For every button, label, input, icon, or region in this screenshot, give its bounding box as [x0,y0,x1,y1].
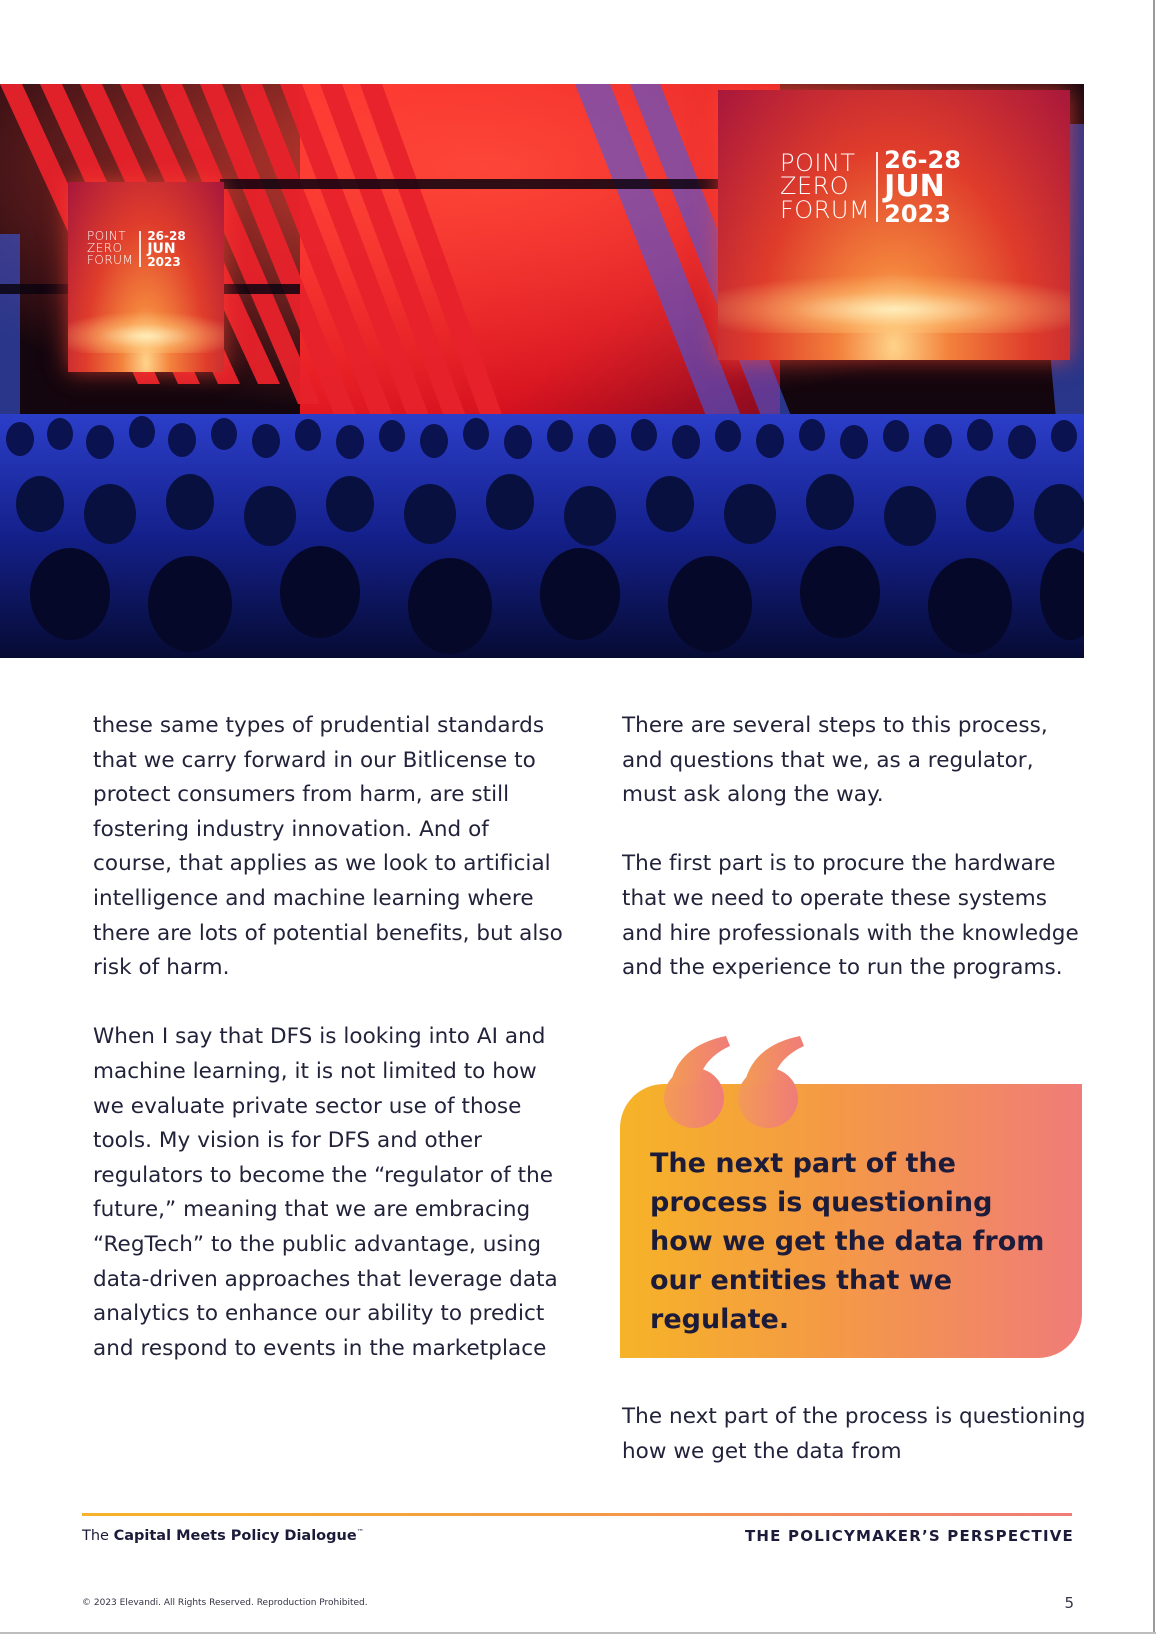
dates-month: JUN [884,169,945,204]
globe-icon [82,230,224,372]
right-paragraph-2: The first part is to procure the hardware that we need to operate these systems and hire professionals with the knowledge and the experience to run the programs. [622,851,1079,981]
right-column [622,709,1092,1020]
left-paragraph-1: these same types of prudential standards that we carry forward in our Bitlicense to protect consumers from harm, are still fostering industry innovation. And of course, that applies as we look to artificial intelligence and machine learning where there are lots of potential benefits, but also risk of harm. [93,713,563,981]
pull-quote-text: The next part of the process is questioning how we get the data from our entities that we regulate. [650,1148,1045,1335]
event-logo [770,148,961,226]
page-number: 5 [1064,1594,1074,1612]
brand-point: POINT [780,148,856,177]
brand-zero: ZERO [87,241,123,256]
quote-marks-icon [656,1036,806,1128]
page-edge [1153,0,1155,1634]
left-column [93,709,563,1401]
right-column-continuation [622,1400,1092,1504]
brand-zero: ZERO [780,172,850,201]
brand-forum: FORUM [87,252,134,267]
right-paragraph-3: The next part of the process is questioning how we get the data from [622,1404,1086,1464]
brand-forum: FORUM [780,195,871,224]
section-title: THE POLICYMAKER’S PERSPECTIVE [745,1527,1074,1545]
left-paragraph-2: When I say that DFS is looking into AI and machine learning, it is not limited to how we evaluate private sector use of those tools. My vision is for DFS and other regulators to become the “regulator of the future,” meaning that we are embracing “RegTech” to the public advantage, using data-driven approaches that leverage data analytics to enhance our ability to predict and respond to events in the marketplace [93,1024,558,1361]
dates-month: JUN [147,241,176,257]
dates-year: 2023 [147,255,181,269]
dates-days: 26-28 [884,146,961,174]
globe-icon [770,148,1070,360]
publication-name: Capital Meets Policy Dialogue [113,1528,357,1544]
right-event-screen [718,90,1070,360]
publication-prefix: The [82,1528,109,1544]
trademark-mark: ™ [356,1528,364,1536]
right-paragraph-1: There are several steps to this process, and questions that we, as a regulator, must ask along the way. [622,713,1048,808]
left-event-screen [68,182,224,372]
dates-days: 26-28 [147,229,186,243]
copyright-notice: © 2023 Elevandi. All Rights Reserved. Reproduction Prohibited. [82,1598,368,1608]
footer-divider [82,1513,1072,1516]
hero-photo [0,84,1084,658]
brand-point: POINT [87,229,127,244]
event-logo [82,230,186,268]
dates-year: 2023 [884,200,951,228]
publication-title [82,1528,364,1544]
